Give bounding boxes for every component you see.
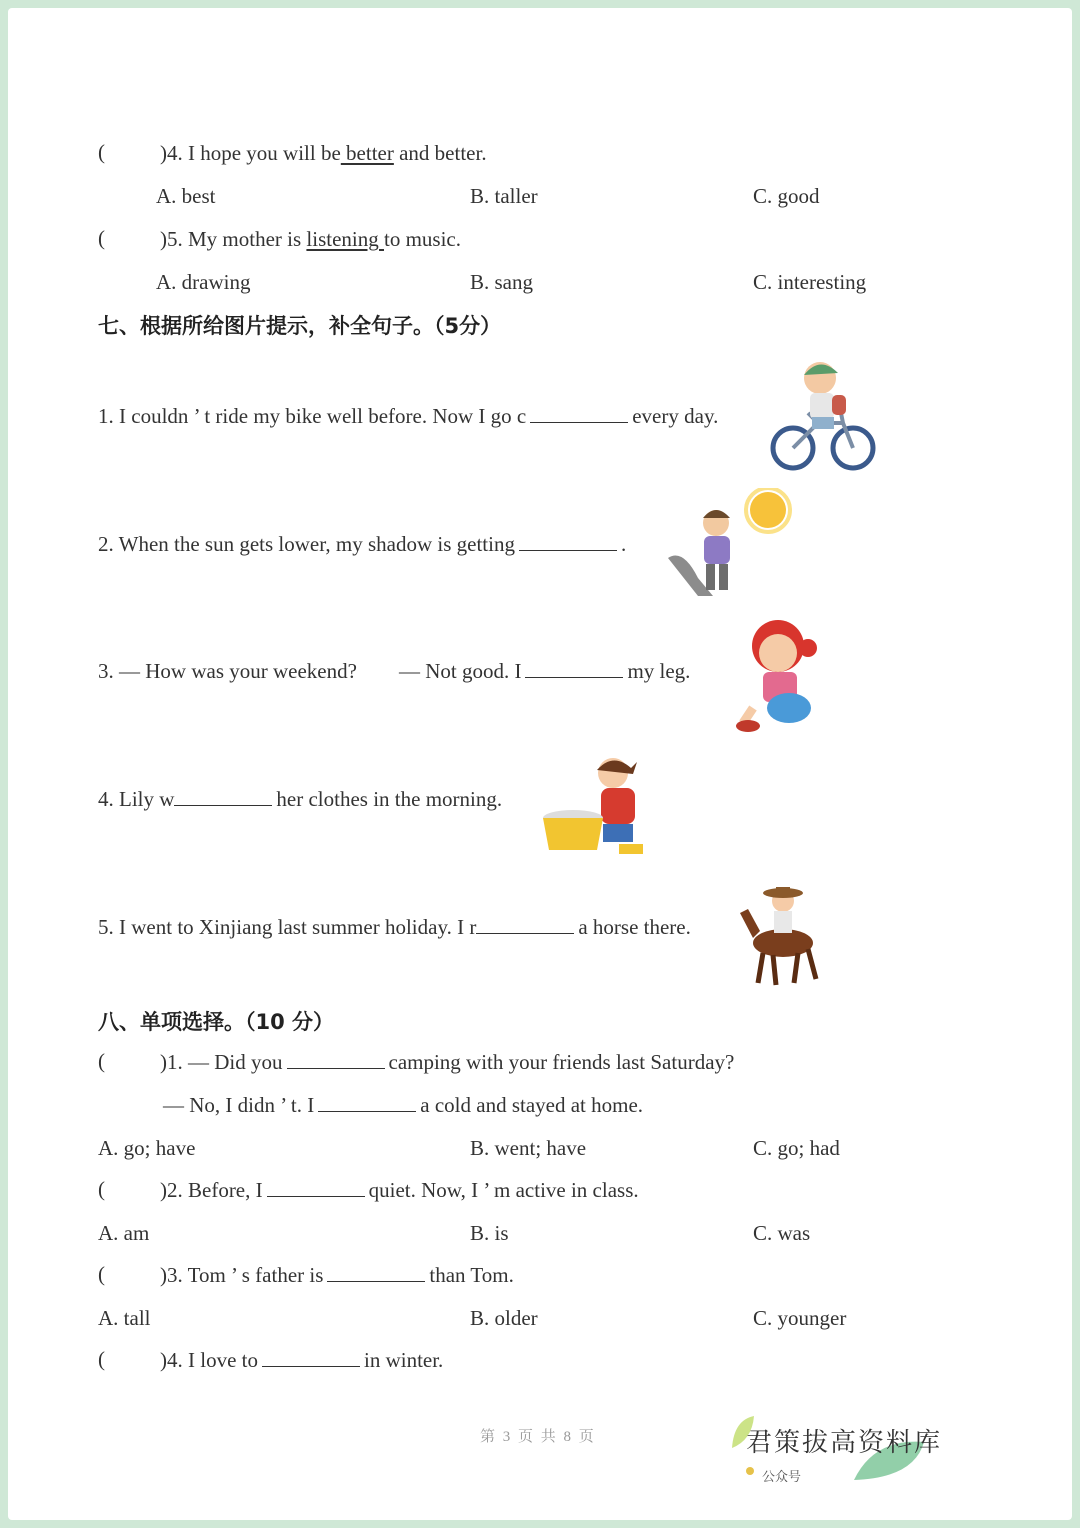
option-b: B. went; have (470, 1136, 587, 1160)
answer-paren: ( (98, 1262, 105, 1286)
option-a: A. drawing (156, 270, 251, 294)
sentence-7-2: 2. When the sun gets lower, my shadow is getting . (98, 532, 627, 556)
answer-blank[interactable] (267, 1178, 365, 1197)
sentence-7-1: 1. I couldn ’ t ride my bike well before. Now I go c every day. (98, 404, 719, 428)
page-number: 第 3 页 共 8 页 (480, 1429, 596, 1445)
boy-cycling-illustration (768, 353, 878, 478)
option-a: A. tall (98, 1306, 151, 1330)
option-c: C. younger (753, 1306, 847, 1330)
question-8-2: )2. Before, I quiet. Now, I ’ m active in class. (160, 1178, 639, 1202)
answer-paren: ( (98, 1347, 105, 1371)
answer-blank[interactable] (287, 1050, 385, 1069)
question-8-1-response: — No, I didn ’ t. I a cold and stayed at home. (163, 1093, 644, 1117)
answer-blank[interactable] (530, 404, 628, 423)
section-heading-8: 八、单项选择。（10 分） (98, 1010, 335, 1034)
answer-blank[interactable] (525, 659, 623, 678)
publisher-logo (724, 1408, 944, 1488)
option-c: C. was (753, 1221, 811, 1245)
boy-riding-horse-illustration (728, 873, 828, 993)
option-a: A. go; have (98, 1136, 196, 1160)
exam-page (8, 8, 1072, 1520)
answer-paren: ( (98, 1049, 105, 1073)
girl-washing-clothes-illustration (533, 748, 653, 863)
girl-hurt-leg-illustration (733, 608, 828, 738)
answer-blank[interactable] (327, 1263, 425, 1282)
option-c: C. interesting (753, 270, 867, 294)
option-c: C. good (753, 184, 820, 208)
answer-blank[interactable] (174, 787, 272, 806)
sentence-7-3: 3. — How was your weekend? — Not good. I my leg. (98, 659, 691, 683)
sentence-7-4: 4. Lily w her clothes in the morning. (98, 787, 503, 811)
option-b: B. is (470, 1221, 509, 1245)
option-b: B. taller (470, 184, 538, 208)
answer-blank[interactable] (476, 915, 574, 934)
question-8-4: )4. I love to in winter. (160, 1348, 444, 1372)
question-6-4: )4. I hope you will be better and better. (160, 141, 487, 165)
question-8-1: )1. — Did you camping with your friends last Saturday? (160, 1050, 735, 1074)
question-8-3: )3. Tom ’ s father is than Tom. (160, 1263, 514, 1287)
answer-paren: ( (98, 226, 105, 250)
answer-blank[interactable] (318, 1093, 416, 1112)
answer-paren: ( (98, 140, 105, 164)
section-heading-7: 七、根据所给图片提示，补全句子。（5分） (98, 314, 502, 338)
question-6-5: )5. My mother is listening to music. (160, 227, 461, 251)
option-a: A. best (156, 184, 216, 208)
answer-blank[interactable] (262, 1348, 360, 1367)
option-b: B. sang (470, 270, 533, 294)
option-b: B. older (470, 1306, 538, 1330)
option-a: A. am (98, 1221, 150, 1245)
answer-blank[interactable] (519, 532, 617, 551)
option-c: C. go; had (753, 1136, 840, 1160)
boy-shadow-sun-illustration (658, 488, 793, 603)
answer-paren: ( (98, 1177, 105, 1201)
logo-subtitle: 公众号 (762, 1470, 802, 1485)
sentence-7-5: 5. I went to Xinjiang last summer holiday. I r a horse there. (98, 915, 691, 939)
logo-title: 君策拔高资料库 (746, 1428, 943, 1458)
